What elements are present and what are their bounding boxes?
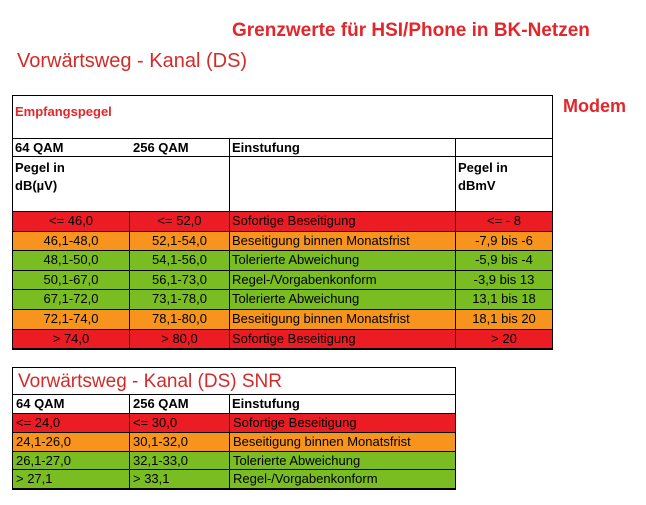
cell-rating: Sofortige Beseitigung	[229, 330, 455, 349]
cell-rating: Beseitigung binnen Monatsfrist	[229, 232, 455, 251]
cell-256qam: 56,1-73,0	[129, 271, 229, 290]
cell-rating: Tolerierte Abweichung	[229, 452, 455, 470]
cell-64qam: 50,1-67,0	[43, 271, 99, 287]
cell-64qam: 24,1-26,0	[16, 433, 71, 449]
cell-dbmv: -7,9 bis -6	[455, 232, 552, 251]
col-header-256qam: 256 QAM	[133, 140, 189, 155]
unit-header-row	[13, 157, 552, 212]
cell-rating: Beseitigung binnen Monatsfrist	[229, 310, 455, 329]
cell-dbmv: -3,9 bis 13	[455, 271, 552, 290]
cell-256qam: <= 52,0	[129, 212, 229, 231]
table-row	[13, 290, 552, 310]
cell-64qam: 67,1-72,0	[43, 291, 99, 307]
cell-64qam: 26,1-27,0	[16, 452, 71, 468]
cell-64qam: <= 24,0	[16, 415, 61, 430]
cell-256qam: > 33,1	[129, 470, 229, 488]
cell-rating: Tolerierte Abweichung	[229, 251, 455, 270]
table-row	[13, 452, 455, 471]
cell-256qam: 54,1-56,0	[129, 251, 229, 270]
unit-rating-empty	[229, 157, 455, 211]
cell-64qam: 48,1-50,0	[43, 252, 99, 268]
cell-64qam: > 74,0	[52, 330, 90, 346]
cell-256qam: 30,1-32,0	[129, 433, 229, 451]
table-row	[13, 414, 455, 433]
snr-title-box	[12, 367, 456, 394]
cell-256qam: > 80,0	[129, 330, 229, 349]
table-heading-row	[13, 96, 552, 139]
snr-col-header-rating: Einstufung	[229, 395, 455, 413]
modem-label: Modem	[563, 96, 626, 116]
cell-rating: Regel-/Vorgabenkonform	[229, 271, 455, 290]
cell-rating: Tolerierte Abweichung	[229, 290, 455, 309]
cell-64qam: <= 46,0	[48, 213, 94, 228]
table-row	[13, 310, 552, 330]
snr-table	[12, 394, 456, 490]
col-header-rating: Einstufung	[229, 139, 455, 156]
table-row	[13, 330, 552, 350]
cell-rating: Beseitigung binnen Monatsfrist	[229, 433, 455, 451]
snr-column-header-row	[13, 395, 455, 414]
cell-256qam: <= 30,0	[129, 414, 229, 432]
col-header-64qam: 64 QAM	[15, 140, 64, 155]
cell-dbmv: <= - 8	[455, 212, 552, 231]
table-row	[13, 232, 552, 252]
table-row	[13, 470, 455, 489]
table-heading: Empfangspegel	[15, 104, 112, 119]
snr-col-header-256qam: 256 QAM	[129, 395, 229, 413]
column-header-row	[13, 139, 552, 157]
receive-level-table	[12, 95, 553, 350]
table-row	[13, 271, 552, 291]
unit-256-empty	[129, 157, 229, 211]
table-row	[13, 433, 455, 452]
cell-dbmv: 18,1 bis 20	[455, 310, 552, 329]
cell-64qam: 72,1-74,0	[43, 311, 99, 326]
col-header-dbmv	[455, 139, 552, 156]
cell-256qam: 73,1-78,0	[129, 290, 229, 309]
snr-title: Vorwärtsweg - Kanal (DS) SNR	[18, 371, 282, 392]
cell-dbmv: -5,9 bis -4	[455, 251, 552, 270]
cell-dbmv: > 20	[455, 330, 552, 349]
unit-dbuv: Pegel in dB(µV)	[15, 160, 65, 193]
cell-rating: Sofortige Beseitigung	[229, 414, 455, 432]
cell-64qam: > 27,1	[16, 471, 53, 487]
cell-dbmv: 13,1 bis 18	[455, 290, 552, 309]
cell-rating: Sofortige Beseitigung	[229, 212, 455, 231]
cell-256qam: 78,1-80,0	[129, 310, 229, 329]
cell-256qam: 32,1-33,0	[129, 452, 229, 470]
cell-rating: Regel-/Vorgabenkonform	[229, 470, 455, 488]
unit-dbmv: Pegel in dBmV	[455, 157, 552, 211]
snr-col-header-64qam: 64 QAM	[16, 396, 65, 411]
table-row	[13, 251, 552, 271]
cell-256qam: 52,1-54,0	[129, 232, 229, 251]
section-title-ds: Vorwärtsweg - Kanal (DS)	[17, 50, 248, 72]
cell-64qam: 46,1-48,0	[43, 232, 99, 248]
page-title: Grenzwerte für HSI/Phone in BK-Netzen	[232, 20, 590, 41]
table-row	[13, 212, 552, 232]
